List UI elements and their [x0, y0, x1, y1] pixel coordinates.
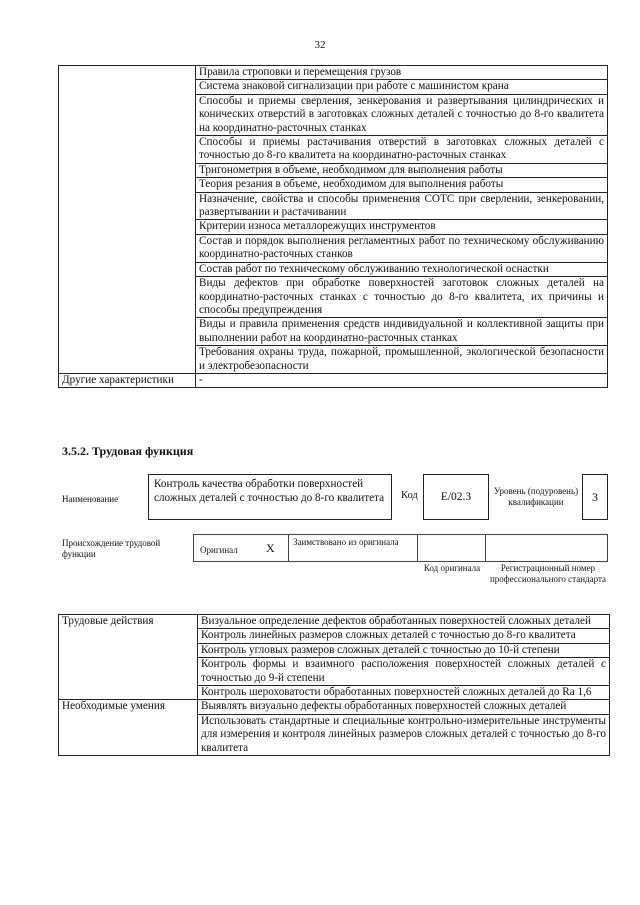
origin-box — [193, 534, 608, 562]
other-characteristics-value: - — [196, 373, 608, 387]
function-name-box: Контроль качества обработки поверхностей сложных деталей с точностью до 8-го квалитета — [148, 474, 392, 520]
table-cell: Состав и порядок выполнения регламентных работ по техническому обслуживанию координатно-расточных станков — [196, 234, 608, 262]
table-cell: Способы и приемы растачивания отверстий в заготовках сложных деталей с точностью до 8-го квалитета на координатно-расточных станках — [196, 136, 608, 164]
origin-label: Происхождение трудовой функции — [62, 538, 161, 559]
divider — [417, 534, 418, 562]
table-cell: Виды и правила применения средств индивидуальной и коллективной защиты при выполнении работ на координатно-расточных станках — [196, 318, 608, 346]
table-cell: Правила строповки и перемещения грузов — [196, 66, 608, 80]
borrowed-label: Заимствовано из оригинала — [293, 537, 399, 547]
function-table — [58, 614, 610, 756]
table-cell: Виды дефектов при обработке поверхностей заготовок сложных деталей на координатно-расточных станках с точностью до 8-го квалитета, их причины и способы предупреждения — [196, 277, 608, 318]
knowledge-table — [58, 65, 608, 388]
table-cell: Контроль формы и взаимного расположения поверхностей сложных деталей с точностью до 9-й степени — [198, 658, 610, 686]
table-cell: Критерии износа металлорежущих инструментов — [196, 220, 608, 234]
table-cell: Контроль шероховатости обработанных поверхностей сложных деталей до Ra 1,6 — [198, 686, 610, 700]
page-number: 32 — [314, 39, 326, 51]
name-label: Наименование — [62, 494, 119, 504]
table-cell: Использовать стандартные и специальные контрольно-измерительные инструменты для измерения и контроля линейных размеров сложных деталей с точностью до 8-го квалитета — [198, 714, 610, 755]
table-cell: Теория резания в объеме, необходимом для выполнения работы — [196, 178, 608, 192]
table-cell: Контроль линейных размеров сложных деталей с точностью до 8-го квалитета — [198, 629, 610, 643]
table-cell: Способы и приемы сверления, зенкерования и развертывания цилиндрических и конических отверстий в заготовках сложных деталей с точностью до 8-го квалитета на координатно-расточных станках — [196, 94, 608, 135]
table-cell: Требования охраны труда, пожарной, промышленной, экологической безопасности и электробезопасности — [196, 346, 608, 374]
table-cell: Состав работ по техническому обслуживанию технологической оснастки — [196, 262, 608, 276]
divider — [485, 534, 486, 562]
table-cell: Выявлять визуально дефекты обработанных поверхностей сложных деталей — [198, 700, 610, 714]
table-row — [59, 615, 610, 629]
section-label: Трудовые действия — [59, 615, 198, 700]
table-label-cell — [59, 66, 196, 374]
table-cell: Система знаковой сигнализации при работе с машинистом крана — [196, 80, 608, 94]
table-cell: Тригонометрия в объеме, необходимом для выполнения работы — [196, 163, 608, 177]
code-origin-caption: Код оригинала — [423, 563, 481, 573]
section-title: 3.5.2. Трудовая функция — [62, 444, 194, 458]
divider — [288, 534, 289, 562]
other-characteristics-label: Другие характеристики — [59, 373, 196, 387]
code-value-box: E/02.3 — [423, 474, 489, 520]
section-label: Необходимые умения — [59, 700, 198, 756]
table-cell: Контроль угловых размеров сложных деталей с точностью до 10-й степени — [198, 643, 610, 657]
table-cell: Назначение, свойства и способы применения СОТС при сверлении, зенкеровании, развертывании и растачивании — [196, 192, 608, 220]
level-label: Уровень (подуровень) квалификации — [493, 486, 579, 507]
original-mark: X — [266, 541, 275, 555]
regnum-caption: Регистрационный номер профессионального стандарта — [489, 563, 607, 584]
table-row — [59, 66, 608, 80]
table-cell: Визуальное определение дефектов обработанных поверхностей сложных деталей — [198, 615, 610, 629]
level-value-box: 3 — [582, 474, 608, 520]
table-row — [59, 373, 608, 387]
code-label: Код — [401, 490, 418, 501]
original-label: Оригинал — [200, 545, 238, 555]
table-row — [59, 700, 610, 714]
